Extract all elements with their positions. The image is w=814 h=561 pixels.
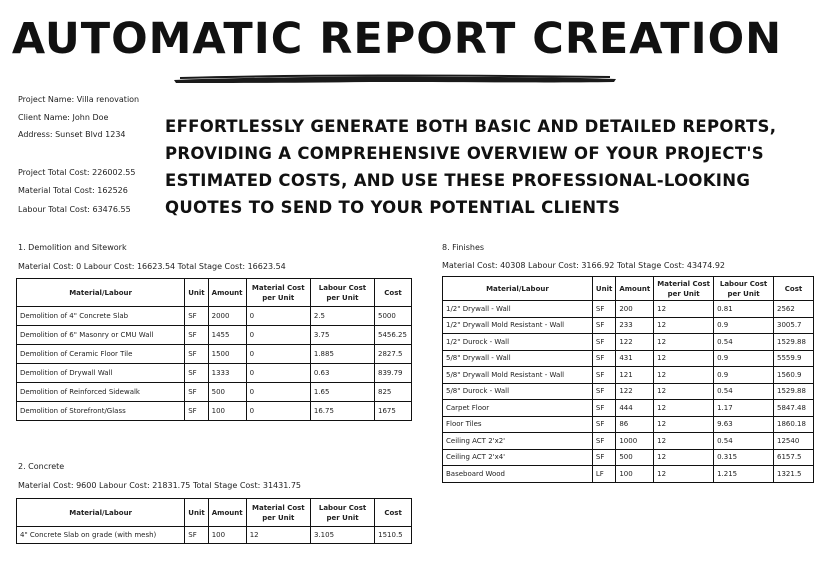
cell-material-labour: Ceiling ACT 2'x4' <box>443 449 593 466</box>
cell-cost: 825 <box>375 383 412 402</box>
cell-material-labour: Baseboard Wood <box>443 466 593 483</box>
table-row <box>443 301 814 318</box>
table-row <box>443 449 814 466</box>
table-row <box>443 367 814 384</box>
cell-unit: SF <box>592 383 615 400</box>
table-row <box>443 383 814 400</box>
cell-material-labour: Ceiling ACT 2'x2' <box>443 433 593 450</box>
cell-labour-cost: 1.215 <box>714 466 774 483</box>
col-labour-cost: Labour Cost per Unit <box>714 277 774 301</box>
col-labour-cost: Labour Cost per Unit <box>310 279 374 307</box>
table-row <box>443 334 814 351</box>
cell-unit: SF <box>185 402 208 421</box>
project-total-cost: Project Total Cost: 226002.55 <box>18 168 136 177</box>
cell-cost: 1510.5 <box>375 527 412 544</box>
cell-labour-cost: 0.54 <box>714 433 774 450</box>
table-row <box>17 527 412 544</box>
col-material-cost: Material Cost per Unit <box>246 279 310 307</box>
cell-material-cost: 0 <box>246 307 310 326</box>
cell-unit: SF <box>592 317 615 334</box>
col-material-cost: Material Cost per Unit <box>246 499 310 527</box>
col-cost: Cost <box>375 499 412 527</box>
cell-unit: SF <box>185 326 208 345</box>
cell-material-labour: Demolition of 6" Masonry or CMU Wall <box>17 326 185 345</box>
table-row <box>17 402 412 421</box>
cell-labour-cost: 1.17 <box>714 400 774 417</box>
cell-cost: 1529.88 <box>774 383 814 400</box>
cell-material-labour: 5/8" Drywall Mold Resistant - Wall <box>443 367 593 384</box>
stage8-table <box>442 276 814 483</box>
col-material-labour: Material/Labour <box>17 279 185 307</box>
table-row <box>443 416 814 433</box>
cell-cost: 1529.88 <box>774 334 814 351</box>
stage1-title: 1. Demolition and Sitework <box>18 243 127 252</box>
cell-amount: 2000 <box>208 307 246 326</box>
cell-material-cost: 0 <box>246 345 310 364</box>
cell-unit: SF <box>592 301 615 318</box>
cell-material-labour: 1/2" Drywall Mold Resistant - Wall <box>443 317 593 334</box>
cell-unit: SF <box>592 350 615 367</box>
cell-material-cost: 12 <box>654 466 714 483</box>
cell-material-labour: 4" Concrete Slab on grade (with mesh) <box>17 527 185 544</box>
cell-cost: 2562 <box>774 301 814 318</box>
cell-cost: 1321.5 <box>774 466 814 483</box>
cell-cost: 5456.25 <box>375 326 412 345</box>
cell-unit: SF <box>185 383 208 402</box>
table-row <box>17 307 412 326</box>
cell-cost: 5559.9 <box>774 350 814 367</box>
cell-amount: 100 <box>616 466 654 483</box>
cell-material-cost: 12 <box>654 416 714 433</box>
cell-amount: 1333 <box>208 364 246 383</box>
cell-labour-cost: 0.9 <box>714 317 774 334</box>
cell-amount: 1455 <box>208 326 246 345</box>
cell-unit: SF <box>185 307 208 326</box>
table-row <box>17 326 412 345</box>
col-amount: Amount <box>616 277 654 301</box>
cell-material-cost: 12 <box>654 383 714 400</box>
table-row <box>443 317 814 334</box>
cell-material-cost: 12 <box>654 449 714 466</box>
cell-material-cost: 0 <box>246 383 310 402</box>
cell-labour-cost: 3.75 <box>310 326 374 345</box>
cell-amount: 1000 <box>616 433 654 450</box>
stage8-table-clip <box>440 276 806 496</box>
cell-unit: SF <box>592 334 615 351</box>
client-name: Client Name: John Doe <box>18 113 109 122</box>
cell-material-cost: 0 <box>246 326 310 345</box>
cell-unit: SF <box>592 449 615 466</box>
cell-unit: SF <box>592 416 615 433</box>
page-title: AUTOMATIC REPORT CREATION <box>11 14 783 64</box>
cell-unit: SF <box>185 527 208 544</box>
cell-cost: 2827.5 <box>375 345 412 364</box>
cell-material-cost: 12 <box>654 301 714 318</box>
project-name: Project Name: Villa renovation <box>18 95 140 104</box>
cell-unit: SF <box>185 345 208 364</box>
cell-labour-cost: 0.63 <box>310 364 374 383</box>
cell-cost: 1675 <box>375 402 412 421</box>
tagline: EFFORTLESSLY GENERATE BOTH BASIC AND DETAILED REPORTS, PROVIDING A COMPREHENSIVE OVERVIEW OF YOUR PROJECT'S ESTIMATED COSTS, AND USE THESE PROFESSIONAL-LOOKING QUOTES TO SEND TO YOUR POTENTIAL CLIENTS <box>165 117 777 217</box>
cell-labour-cost: 0.81 <box>714 301 774 318</box>
stage2-title: 2. Concrete <box>18 462 65 471</box>
cell-unit: SF <box>185 364 208 383</box>
cell-material-cost: 0 <box>246 402 310 421</box>
stage8-summary: Material Cost: 40308 Labour Cost: 3166.92 Total Stage Cost: 43474.92 <box>442 261 726 270</box>
cell-material-cost: 12 <box>654 433 714 450</box>
cell-labour-cost: 9.63 <box>714 416 774 433</box>
cell-amount: 86 <box>616 416 654 433</box>
table-row <box>17 383 412 402</box>
cell-amount: 500 <box>208 383 246 402</box>
stage1-summary: Material Cost: 0 Labour Cost: 16623.54 Total Stage Cost: 16623.54 <box>18 262 286 271</box>
stage1-table <box>16 278 412 421</box>
cell-unit: SF <box>592 400 615 417</box>
cell-amount: 100 <box>208 527 246 544</box>
stage2-table <box>16 498 412 544</box>
col-cost: Cost <box>375 279 412 307</box>
col-material-labour: Material/Labour <box>443 277 593 301</box>
cell-material-labour: Demolition of Ceramic Floor Tile <box>17 345 185 364</box>
col-amount: Amount <box>208 279 246 307</box>
cell-cost: 6157.5 <box>774 449 814 466</box>
address: Address: Sunset Blvd 1234 <box>18 130 126 139</box>
cell-material-labour: 5/8" Drywall - Wall <box>443 350 593 367</box>
cell-material-labour: Demolition of Storefront/Glass <box>17 402 185 421</box>
cell-material-labour: 5/8" Durock - Wall <box>443 383 593 400</box>
cell-material-labour: Demolition of 4" Concrete Slab <box>17 307 185 326</box>
cell-labour-cost: 0.54 <box>714 334 774 351</box>
col-unit: Unit <box>185 499 208 527</box>
cell-labour-cost: 0.9 <box>714 367 774 384</box>
col-unit: Unit <box>592 277 615 301</box>
cell-material-cost: 12 <box>654 367 714 384</box>
cell-material-labour: Carpet Floor <box>443 400 593 417</box>
stage2-table-clip <box>16 495 416 537</box>
col-amount: Amount <box>208 499 246 527</box>
table-row <box>443 433 814 450</box>
cell-labour-cost: 0.315 <box>714 449 774 466</box>
cell-amount: 200 <box>616 301 654 318</box>
table-row <box>443 350 814 367</box>
cell-unit: LF <box>592 466 615 483</box>
cell-material-cost: 12 <box>654 317 714 334</box>
table-row <box>17 364 412 383</box>
cell-unit: SF <box>592 367 615 384</box>
cell-amount: 122 <box>616 383 654 400</box>
col-unit: Unit <box>185 279 208 307</box>
cell-labour-cost: 0.9 <box>714 350 774 367</box>
cell-amount: 500 <box>616 449 654 466</box>
cell-labour-cost: 1.885 <box>310 345 374 364</box>
cell-material-labour: Floor Tiles <box>443 416 593 433</box>
cell-unit: SF <box>592 433 615 450</box>
cell-labour-cost: 0.54 <box>714 383 774 400</box>
cell-cost: 1560.9 <box>774 367 814 384</box>
cell-amount: 1500 <box>208 345 246 364</box>
cell-amount: 444 <box>616 400 654 417</box>
cell-cost: 5000 <box>375 307 412 326</box>
stage8-title: 8. Finishes <box>442 243 485 252</box>
table-row <box>17 345 412 364</box>
cell-material-cost: 12 <box>246 527 310 544</box>
cell-labour-cost: 3.105 <box>310 527 374 544</box>
cell-material-cost: 12 <box>654 334 714 351</box>
col-labour-cost: Labour Cost per Unit <box>310 499 374 527</box>
table-row <box>443 400 814 417</box>
cell-material-cost: 0 <box>246 364 310 383</box>
cell-labour-cost: 2.5 <box>310 307 374 326</box>
cell-material-labour: 1/2" Drywall - Wall <box>443 301 593 318</box>
cell-material-cost: 12 <box>654 350 714 367</box>
col-material-labour: Material/Labour <box>17 499 185 527</box>
cell-cost: 5847.48 <box>774 400 814 417</box>
cell-amount: 431 <box>616 350 654 367</box>
table-row <box>443 466 814 483</box>
material-total-cost: Material Total Cost: 162526 <box>18 186 128 195</box>
cell-amount: 100 <box>208 402 246 421</box>
cell-cost: 3005.7 <box>774 317 814 334</box>
col-material-cost: Material Cost per Unit <box>654 277 714 301</box>
cell-cost: 839.79 <box>375 364 412 383</box>
cell-material-labour: Demolition of Drywall Wall <box>17 364 185 383</box>
brush-underline <box>170 72 620 86</box>
col-cost: Cost <box>774 277 814 301</box>
cell-material-labour: 1/2" Durock - Wall <box>443 334 593 351</box>
cell-amount: 121 <box>616 367 654 384</box>
cell-labour-cost: 1.65 <box>310 383 374 402</box>
cell-amount: 122 <box>616 334 654 351</box>
cell-material-labour: Demolition of Reinforced Sidewalk <box>17 383 185 402</box>
cell-labour-cost: 16.75 <box>310 402 374 421</box>
stage2-summary: Material Cost: 9600 Labour Cost: 21831.75 Total Stage Cost: 31431.75 <box>18 481 302 490</box>
labour-total-cost: Labour Total Cost: 63476.55 <box>18 205 131 214</box>
cell-cost: 12540 <box>774 433 814 450</box>
cell-material-cost: 12 <box>654 400 714 417</box>
cell-amount: 233 <box>616 317 654 334</box>
cell-cost: 1860.18 <box>774 416 814 433</box>
